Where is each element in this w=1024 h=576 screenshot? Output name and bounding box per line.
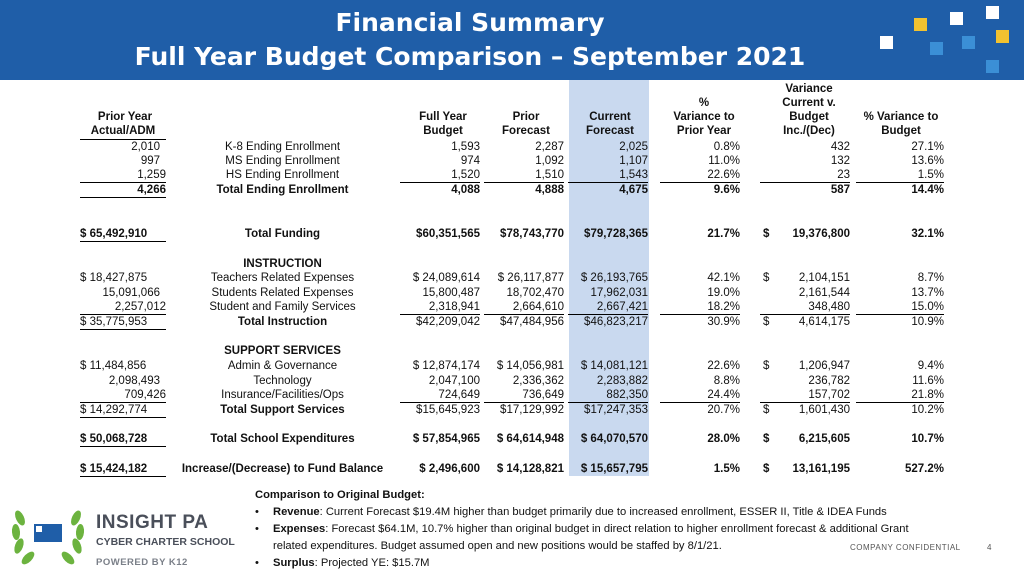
k8-label: K-8 Ending Enrollment xyxy=(224,141,341,153)
hs-budget: 1,520 xyxy=(400,168,480,183)
total-instruction-label: Total Instruction xyxy=(237,316,328,328)
page-number: 4 xyxy=(987,543,992,552)
total-support-current: $17,247,353 xyxy=(584,404,648,416)
header-current: Current xyxy=(589,111,631,123)
header-prior-year-2: Prior Year xyxy=(676,125,732,137)
header-current-v: Current v. xyxy=(782,97,836,109)
ms-current: 1,107 xyxy=(619,155,648,167)
net-label: Increase/(Decrease) to Fund Balance xyxy=(181,463,384,475)
students-var-py: 19.0% xyxy=(707,287,740,299)
students-budget: 15,800,487 xyxy=(422,287,480,299)
k8-prior: 2,010 xyxy=(131,141,160,153)
header-pct-symbol: % xyxy=(698,97,710,109)
funding-dollar-sign: $ xyxy=(763,228,770,240)
family-label: Student and Family Services xyxy=(209,301,356,313)
header-full-year: Full Year xyxy=(419,111,467,123)
funding-label: Total Funding xyxy=(244,228,321,240)
admin-var-dollar: 1,206,947 xyxy=(798,360,850,372)
net-dollar-sign: $ xyxy=(763,463,770,475)
teachers-var-py: 42.1% xyxy=(707,272,740,284)
teachers-var-dollar: 2,104,151 xyxy=(798,272,850,284)
net-prior: $ 15,424,182 xyxy=(80,462,166,477)
k8-prior-forecast: 2,287 xyxy=(535,141,564,153)
total-exp-var-py: 28.0% xyxy=(707,433,740,445)
surplus-text: : Projected YE: $15.7M xyxy=(314,557,430,569)
admin-label: Admin & Governance xyxy=(227,360,338,372)
bullet: • xyxy=(255,557,259,569)
teachers-dollar-sign: $ xyxy=(763,272,770,284)
header-budget: Budget xyxy=(423,125,463,137)
total-enrollment-label: Total Ending Enrollment xyxy=(216,184,349,196)
instruction-header: INSTRUCTION xyxy=(243,258,322,270)
tech-budget: 2,047,100 xyxy=(428,375,480,387)
k8-budget: 1,593 xyxy=(451,141,480,153)
footer-confidential: COMPANY CONFIDENTIAL xyxy=(850,543,961,552)
insurance-var-py: 24.4% xyxy=(660,388,740,403)
tech-prior-forecast: 2,336,362 xyxy=(512,375,564,387)
insurance-label: Insurance/Facilities/Ops xyxy=(221,389,344,401)
admin-current: $ 14,081,121 xyxy=(580,360,648,372)
revenue-label: Revenue xyxy=(273,506,320,518)
header-actual-adm: Actual/ADM xyxy=(80,124,166,140)
total-exp-var-pct: 10.7% xyxy=(911,433,944,445)
total-enrollment-var-pct: 14.4% xyxy=(911,184,944,196)
insurance-current: 882,350 xyxy=(568,388,648,403)
hs-var-py: 22.6% xyxy=(660,168,740,183)
teachers-current: $ 26,193,765 xyxy=(580,272,648,284)
header-pct-variance-to: % Variance to xyxy=(863,111,939,123)
header-prior: Prior xyxy=(512,111,540,123)
net-prior-forecast: $ 14,128,821 xyxy=(496,463,564,475)
tech-current: 2,283,882 xyxy=(596,375,648,387)
k8-current: 2,025 xyxy=(619,141,648,153)
note-revenue xyxy=(255,504,909,521)
total-enrollment-var-dollar: 587 xyxy=(830,184,850,196)
insurance-budget: 724,649 xyxy=(400,388,480,403)
total-support-var-pct: 10.2% xyxy=(911,404,944,416)
expenses-label: Expenses xyxy=(273,523,326,535)
total-enrollment-current: 4,675 xyxy=(619,184,648,196)
net-var-pct: 527.2% xyxy=(904,463,944,475)
total-support-var-py: 20.7% xyxy=(707,404,740,416)
family-budget: 2,318,941 xyxy=(400,300,480,315)
ms-prior: 997 xyxy=(140,155,160,167)
total-enrollment-budget: 4,088 xyxy=(451,184,480,196)
admin-budget: $ 12,874,174 xyxy=(412,360,480,372)
tech-var-py: 8.8% xyxy=(713,375,740,387)
hs-prior-forecast: 1,510 xyxy=(484,168,564,183)
header-current-forecast: Forecast xyxy=(586,125,634,137)
teachers-var-pct: 8.7% xyxy=(917,272,944,284)
students-prior: 15,091,066 xyxy=(102,287,160,299)
total-support-dollar-sign: $ xyxy=(763,404,770,416)
total-instruction-budget: $42,209,042 xyxy=(416,316,480,328)
total-enrollment-var-py: 9.6% xyxy=(713,184,740,196)
header-variance-to: Variance to xyxy=(673,111,735,123)
ms-var-pct: 13.6% xyxy=(911,155,944,167)
ms-var-dollar: 132 xyxy=(830,155,850,167)
total-exp-prior: $ 50,068,728 xyxy=(80,432,166,447)
page-subtitle: Full Year Budget Comparison – September 2021 xyxy=(134,42,806,71)
admin-dollar-sign: $ xyxy=(763,360,770,372)
admin-var-py: 22.6% xyxy=(707,360,740,372)
k8-var-dollar: 432 xyxy=(830,141,850,153)
hs-var-dollar: 23 xyxy=(760,168,850,183)
net-var-dollar: 13,161,195 xyxy=(792,463,850,475)
note-surplus xyxy=(255,555,909,572)
page-title: Financial Summary xyxy=(335,8,605,37)
k8-var-py: 0.8% xyxy=(713,141,740,153)
family-var-dollar: 348,480 xyxy=(760,300,850,315)
funding-prior-forecast: $78,743,770 xyxy=(500,228,564,240)
hs-current: 1,543 xyxy=(568,168,648,183)
family-var-py: 18.2% xyxy=(660,300,740,315)
teachers-prior-forecast: $ 26,117,877 xyxy=(497,272,564,284)
total-instruction-var-dollar: 4,614,175 xyxy=(798,316,850,328)
students-prior-forecast: 18,702,470 xyxy=(506,287,564,299)
bullet: • xyxy=(255,523,259,535)
family-current: 2,667,421 xyxy=(568,300,648,315)
header-inc-dec: Inc./(Dec) xyxy=(783,125,835,137)
admin-var-pct: 9.4% xyxy=(917,360,944,372)
total-support-prior-forecast: $17,129,992 xyxy=(500,404,564,416)
total-exp-label: Total School Expenditures xyxy=(210,433,355,445)
hs-var-pct: 1.5% xyxy=(856,168,944,183)
family-prior-forecast: 2,664,610 xyxy=(484,300,564,315)
tech-var-pct: 11.6% xyxy=(912,375,944,387)
notes-heading: Comparison to Original Budget: xyxy=(255,489,425,501)
hs-label: HS Ending Enrollment xyxy=(225,169,340,181)
total-instruction-var-py: 30.9% xyxy=(707,316,740,328)
total-instruction-var-pct: 10.9% xyxy=(911,316,944,328)
header-variance: Variance xyxy=(785,83,833,95)
surplus-label: Surplus xyxy=(273,557,315,569)
students-var-dollar: 2,161,544 xyxy=(798,287,850,299)
total-exp-var-dollar: 6,215,605 xyxy=(798,433,850,445)
laurel-logo-icon xyxy=(6,498,90,570)
students-current: 17,962,031 xyxy=(590,287,648,299)
total-exp-current: $ 64,070,570 xyxy=(580,433,648,445)
net-current: $ 15,657,795 xyxy=(580,463,648,475)
ms-var-py: 11.0% xyxy=(708,155,740,167)
total-support-budget: $15,645,923 xyxy=(416,404,480,416)
total-exp-budget: $ 57,854,965 xyxy=(412,433,480,445)
funding-current: $79,728,365 xyxy=(584,228,648,240)
revenue-text: : Current Forecast $19.4M higher than budget primarily due to increased enrollment, ESSER II, Title & IDEA Funds xyxy=(319,506,887,518)
teachers-prior: $ 18,427,875 xyxy=(80,272,148,284)
total-support-label: Total Support Services xyxy=(220,404,345,416)
tech-var-dollar: 236,782 xyxy=(808,375,850,387)
total-instruction-prior: $ 35,775,953 xyxy=(80,315,166,330)
total-exp-prior-forecast: $ 64,614,948 xyxy=(496,433,564,445)
total-instruction-current: $46,823,217 xyxy=(584,316,648,328)
support-header: SUPPORT SERVICES xyxy=(224,345,341,357)
total-enrollment-prior: 4,266 xyxy=(80,183,166,198)
insurance-var-dollar: 157,702 xyxy=(760,388,850,403)
expenses-text: : Forecast $64.1M, 10.7% higher than original budget in direct relation to higher enrollment forecast & additional Grant xyxy=(325,523,909,535)
teachers-budget: $ 24,089,614 xyxy=(412,272,480,284)
total-support-var-dollar: 1,601,430 xyxy=(798,404,850,416)
header-prior-year: Prior Year xyxy=(97,111,153,123)
header-prior-forecast: Forecast xyxy=(502,125,550,137)
students-label: Students Related Expenses xyxy=(211,287,354,299)
family-var-pct: 15.0% xyxy=(856,300,944,315)
k8-var-pct: 27.1% xyxy=(911,141,944,153)
insurance-prior-forecast: 736,649 xyxy=(484,388,564,403)
family-prior: 2,257,012 xyxy=(80,300,166,315)
logo-powered-by: POWERED BY K12 xyxy=(96,557,188,568)
admin-prior-forecast: $ 14,056,981 xyxy=(496,360,564,372)
bullet: • xyxy=(255,506,259,518)
insurance-var-pct: 21.8% xyxy=(856,388,944,403)
students-var-pct: 13.7% xyxy=(911,287,944,299)
net-budget: $ 2,496,600 xyxy=(419,463,480,475)
logo-name: INSIGHT PA xyxy=(96,512,209,533)
notes-section xyxy=(255,487,909,572)
logo-subtitle: CYBER CHARTER SCHOOL xyxy=(96,536,235,548)
funding-var-pct: 32.1% xyxy=(911,228,944,240)
ms-label: MS Ending Enrollment xyxy=(225,155,340,167)
teachers-label: Teachers Related Expenses xyxy=(210,272,355,284)
note-expenses-cont xyxy=(255,538,909,555)
admin-prior: $ 11,484,856 xyxy=(80,360,147,372)
total-instruction-prior-forecast: $47,484,956 xyxy=(500,316,564,328)
expenses-text-2: related expenditures. Budget assumed open and new positions would be staffed by 8/1/21. xyxy=(273,540,722,552)
net-var-py: 1.5% xyxy=(713,463,740,475)
funding-var-dollar: 19,376,800 xyxy=(792,228,850,240)
funding-var-py: 21.7% xyxy=(707,228,740,240)
tech-prior: 2,098,493 xyxy=(108,375,160,387)
ms-prior-forecast: 1,092 xyxy=(535,155,564,167)
header-budget-2: Budget xyxy=(789,111,829,123)
funding-prior: $ 65,492,910 xyxy=(80,227,166,242)
insurance-prior: 709,426 xyxy=(80,388,166,403)
hs-prior: 1,259 xyxy=(80,168,166,183)
ms-budget: 974 xyxy=(460,155,480,167)
total-exp-dollar-sign: $ xyxy=(763,433,770,445)
tech-label: Technology xyxy=(253,375,312,387)
total-enrollment-prior-forecast: 4,888 xyxy=(535,184,564,196)
total-support-prior: $ 14,292,774 xyxy=(80,403,166,418)
total-instruction-dollar-sign: $ xyxy=(763,316,770,328)
header-budget-3: Budget xyxy=(881,125,921,137)
funding-budget: $60,351,565 xyxy=(416,228,480,240)
note-expenses xyxy=(255,521,909,538)
